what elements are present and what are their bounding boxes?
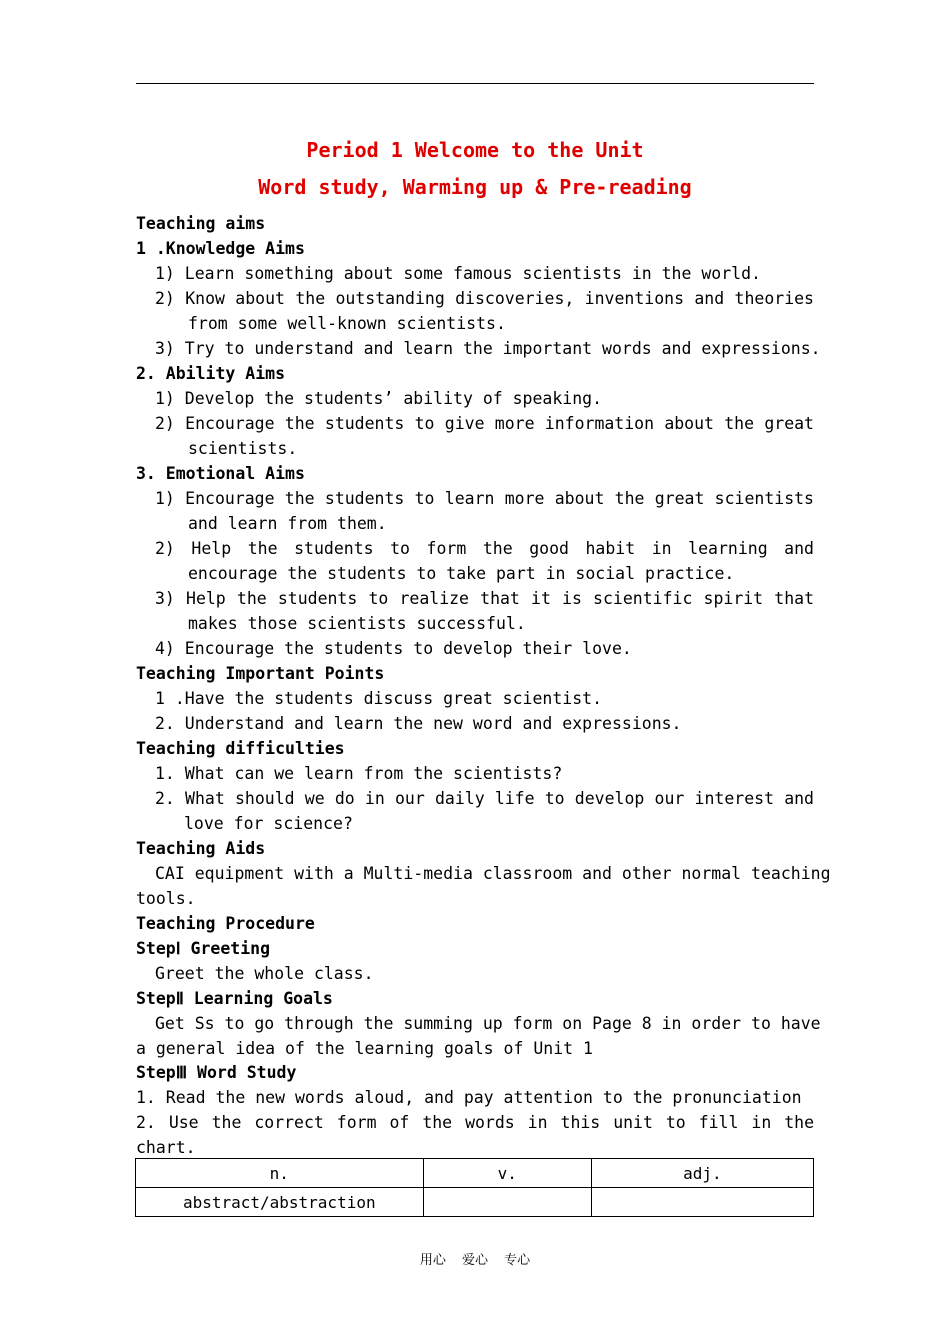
- cell-adjective: [591, 1188, 813, 1217]
- header-noun: n.: [136, 1159, 424, 1188]
- step-1-text: Greet the whole class.: [155, 964, 374, 983]
- page-subtitle: Word study, Warming up & Pre-reading: [258, 175, 692, 199]
- heading-difficulties: Teaching difficulties: [136, 739, 345, 758]
- header-verb: v.: [423, 1159, 591, 1188]
- page-title: Period 1 Welcome to the Unit: [306, 138, 644, 162]
- knowledge-item-1: 1) Learn something about some famous scientists in the world.: [155, 264, 761, 283]
- knowledge-item-3: 3) Try to understand and learn the important words and expressions.: [155, 339, 821, 358]
- step-3-item-2-cont: chart.: [136, 1138, 196, 1157]
- table-row: [136, 1188, 814, 1217]
- heading-teaching-aids: Teaching Aids: [136, 839, 266, 858]
- difficulty-item-1: 1. What can we learn from the scientists?: [155, 764, 563, 783]
- emotional-item-2: 2) Help the students to form the good habit in learning and: [155, 539, 814, 558]
- cell-verb: [423, 1188, 591, 1217]
- heading-step-1: StepⅠ Greeting: [136, 939, 271, 958]
- point-item-2: 2. Understand and learn the new word and expressions.: [155, 714, 682, 733]
- aids-text-cont: tools.: [136, 889, 196, 908]
- heading-step-3: StepⅢ Word Study: [136, 1063, 297, 1082]
- difficulty-item-2-cont: love for science?: [184, 814, 353, 833]
- step-3-item-2: 2. Use the correct form of the words in this unit to fill in the: [136, 1113, 814, 1132]
- step-2-text: Get Ss to go through the summing up form on Page 8 in order to have: [155, 1014, 821, 1033]
- ability-item-2: 2) Encourage the students to give more information about the great: [155, 414, 814, 433]
- difficulty-item-2: 2. What should we do in our daily life to develop our interest and: [155, 789, 814, 808]
- step-2-text-cont: a general idea of the learning goals of Unit 1: [136, 1039, 593, 1058]
- page-footer: 用心 爱心 专心: [419, 1253, 531, 1268]
- heading-procedure: Teaching Procedure: [136, 914, 315, 933]
- heading-important-points: Teaching Important Points: [136, 664, 385, 683]
- heading-knowledge-aims: 1 .Knowledge Aims: [136, 239, 305, 258]
- heading-emotional-aims: 3. Emotional Aims: [136, 464, 305, 483]
- knowledge-item-2: 2) Know about the outstanding discoveries, inventions and theories: [155, 289, 814, 308]
- word-form-table: [135, 1158, 814, 1217]
- knowledge-item-2-cont: from some well-known scientists.: [188, 314, 506, 333]
- point-item-1: 1 .Have the students discuss great scientist.: [155, 689, 603, 708]
- aids-text: CAI equipment with a Multi-media classroom and other normal teaching: [155, 864, 831, 883]
- heading-step-2: StepⅡ Learning Goals: [136, 989, 333, 1008]
- emotional-item-1: 1) Encourage the students to learn more about the great scientists: [155, 489, 814, 508]
- emotional-item-4: 4) Encourage the students to develop their love.: [155, 639, 632, 658]
- ability-item-1: 1) Develop the students’ ability of speaking.: [155, 389, 603, 408]
- heading-ability-aims: 2. Ability Aims: [136, 364, 286, 383]
- emotional-item-1-cont: and learn from them.: [188, 514, 387, 533]
- cell-noun: abstract/abstraction: [136, 1188, 424, 1217]
- header-rule: [136, 83, 814, 84]
- emotional-item-3: 3) Help the students to realize that it is scientific spirit that: [155, 589, 814, 608]
- table-header-row: [136, 1159, 814, 1188]
- heading-teaching-aims: Teaching aims: [136, 214, 266, 233]
- step-3-item-1: 1. Read the new words aloud, and pay attention to the pronunciation: [136, 1088, 802, 1107]
- header-adjective: adj.: [591, 1159, 813, 1188]
- emotional-item-3-cont: makes those scientists successful.: [188, 614, 526, 633]
- emotional-item-2-cont: encourage the students to take part in social practice.: [188, 564, 735, 583]
- ability-item-2-cont: scientists.: [188, 439, 298, 458]
